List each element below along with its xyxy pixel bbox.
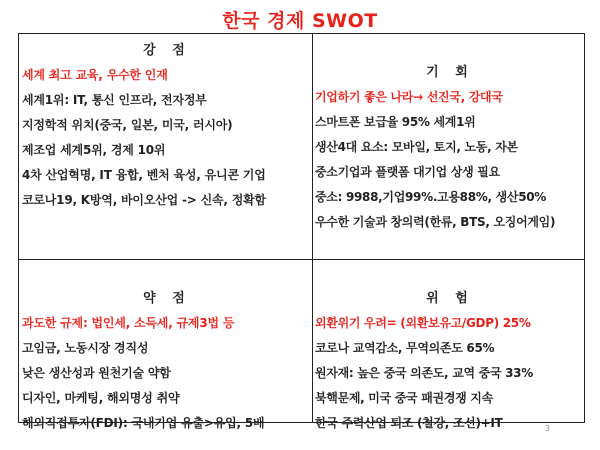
strength-item: 지정학적 위치(중국, 일본, 미국, 러시아) [22,118,233,132]
page-number: 3 [545,424,551,433]
opportunities-heading: 기 회 [426,65,474,80]
threat-item: 코로나 교역감소, 무역의존도 65% [315,341,495,355]
opportunity-item: 우수한 기술과 창의력(한류, BTS, 오징어게임) [315,215,556,229]
weakness-item: 고임금, 노동시장 경직성 [22,341,149,355]
strength-item: 4차 산업혁명, IT 융합, 벤처 육성, 유니콘 기업 [22,168,266,182]
strengths-quadrant [19,34,312,259]
strength-item: 제조업 세계5위, 경제 10위 [22,143,166,157]
weakness-item: 디자인, 마케팅, 해외명성 취약 [22,391,180,405]
opportunity-item: 기업하기 좋은 나라→ 선진국, 강대국 [315,90,503,104]
strength-item: 세계1위: IT, 통신 인프라, 전자정부 [22,93,207,107]
swot-grid [18,33,585,430]
weakness-item: 해외직접투자(FDI): 국내기업 유출>유입, 5배 [22,416,265,430]
threat-item: 한국 주력산업 퇴조 (철강, 조선)+IT [315,416,503,430]
weakness-item: 낮은 생산성과 원천기술 약함 [22,366,171,380]
threat-item: 외환위기 우려= (외환보유고/GDP) 25% [315,316,531,330]
threat-item: 북핵문제, 미국 중국 패권경쟁 지속 [315,391,493,405]
opportunity-item: 생산4대 요소: 모바일, 토지, 노동, 자본 [315,140,518,154]
opportunity-item: 중소: 9988,기업99%.고용88%, 생산50% [315,190,547,204]
threats-quadrant [313,260,585,430]
strength-item: 코로나19, K방역, 바이오산업 -> 신속, 정확함 [22,193,266,207]
weaknesses-quadrant [19,260,312,430]
threat-item: 원자재: 높은 중국 의존도, 교역 중국 33% [315,366,533,380]
opportunity-item: 스마트폰 보급율 95% 세계1위 [315,115,476,129]
threats-heading: 위 험 [426,291,474,306]
weaknesses-heading: 약 점 [143,291,191,306]
opportunity-item: 중소기업과 플랫폼 대기업 상생 필요 [315,165,500,179]
weakness-item: 과도한 규제: 법인세, 소득세, 규제3법 등 [22,316,235,330]
strength-item: 세계 최고 교육, 우수한 인재 [22,68,168,82]
strengths-heading: 강 점 [143,43,191,58]
slide-title: 한국 경제 SWOT [222,10,378,32]
opportunities-quadrant [313,34,585,259]
